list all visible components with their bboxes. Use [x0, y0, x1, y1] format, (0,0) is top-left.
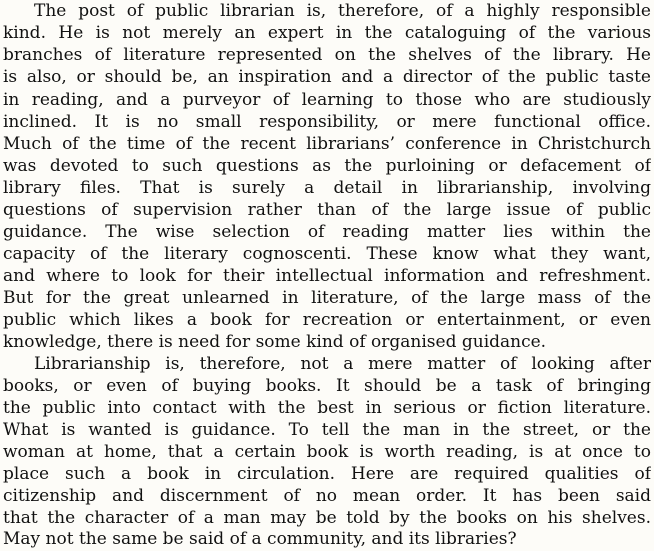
- paragraph-1-line-1: The post of public librarian is, therefore, of a highly responsible: [34, 1, 651, 21]
- paragraph-1-line-15: public which likes a book for recreation or entertainment, or even: [3, 310, 651, 330]
- paragraph-2-line-7: citizenship and discernment of no mean order. It has been said: [3, 486, 651, 506]
- paragraph-1-line-5: in reading, and a purveyor of learning to those who are studiously: [3, 90, 651, 110]
- paragraph-2-line-9: May not the same be said of a community, and its libraries?: [3, 529, 517, 549]
- paragraph-1-line-3: branches of literature represented on the shelves of the library. He: [3, 45, 651, 65]
- paragraph-2-line-4: What is wanted is guidance. To tell the man in the street, or the: [3, 420, 651, 440]
- paragraph-1-line-6: inclined. It is no small responsibility, or mere functional office.: [3, 112, 651, 132]
- paragraph-2-line-6: place such a book in circulation. Here are required qualities of: [3, 464, 651, 484]
- paragraph-1-line-16: knowledge, there is need for some kind of organised guidance.: [3, 332, 547, 352]
- paragraph-1-line-8: was devoted to such questions as the purloining or defacement of: [3, 156, 651, 176]
- paragraph-2-line-2: books, or even of buying books. It should be a task of bringing: [3, 376, 651, 396]
- paragraph-2-line-1: Librarianship is, therefore, not a mere matter of looking after: [34, 354, 651, 374]
- paragraph-1-line-10: questions of supervision rather than of the large issue of public: [3, 200, 651, 220]
- paragraph-1-line-2: kind. He is not merely an expert in the cataloguing of the various: [3, 23, 651, 43]
- paragraph-1-line-13: and where to look for their intellectual information and refreshment.: [3, 266, 651, 286]
- paragraph-2-line-3: the public into contact with the best in serious or fiction literature.: [3, 398, 651, 418]
- paragraph-1-line-11: guidance. The wise selection of reading matter lies within the: [3, 222, 651, 242]
- paragraph-1-line-14: But for the great unlearned in literature, of the large mass of the: [3, 288, 651, 308]
- paragraph-1-line-4: is also, or should be, an inspiration and a director of the public taste: [3, 67, 651, 87]
- paragraph-1-line-9: library files. That is surely a detail in librarianship, involving: [3, 178, 651, 198]
- paragraph-1-line-12: capacity of the literary cognoscenti. These know what they want,: [3, 244, 651, 264]
- paragraph-2-line-5: woman at home, that a certain book is worth reading, is at once to: [3, 442, 651, 462]
- paragraph-1-line-7: Much of the time of the recent librarians’ conference in Christchurch: [3, 134, 651, 154]
- paragraph-2-line-8: that the character of a man may be told by the books on his shelves.: [3, 508, 651, 528]
